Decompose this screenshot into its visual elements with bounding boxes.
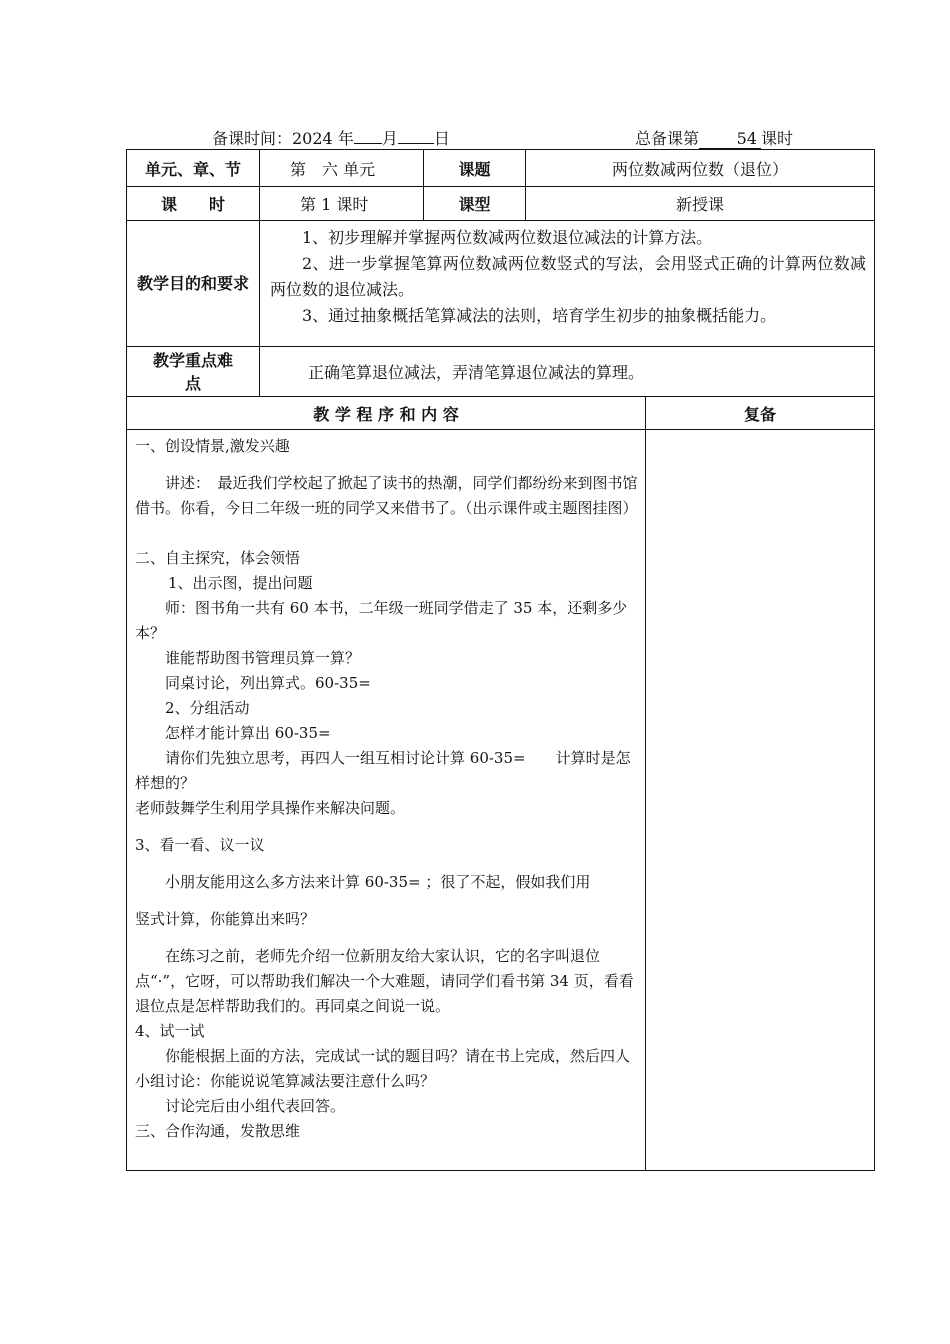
section-heading: 4、试一试 bbox=[135, 1022, 205, 1040]
review-body[interactable] bbox=[646, 430, 874, 1170]
header-line bbox=[130, 126, 875, 148]
goal-item: 2、进一步掌握笔算两位数减两位数竖式的写法，会用竖式正确的计算两位数减两位数的退位减法。 bbox=[270, 254, 866, 299]
total-num: 54 bbox=[699, 130, 761, 149]
month-label: 月 bbox=[381, 129, 398, 148]
paragraph: 讨论完后由小组代表回答。 bbox=[165, 1097, 346, 1115]
review-label: 复备 bbox=[646, 397, 874, 430]
total-suffix: 课时 bbox=[761, 129, 794, 148]
paragraph: 你能根据上面的方法，完成试一试的题目吗？请在书上完成，然后四人小组讨论：你能说说笔算减法要注意什么吗？ bbox=[135, 1047, 631, 1090]
paragraph: 小朋友能用这么多方法来计算 60-35= ；很了不起，假如我们用 bbox=[165, 873, 591, 891]
paragraph: 请你们先独立思考，再四人一组互相讨论计算 60-35= 计算时是怎样想的？ bbox=[135, 749, 631, 792]
paragraph: 同桌讨论，列出算式。60-35= bbox=[165, 674, 371, 692]
day-blank[interactable] bbox=[398, 143, 434, 144]
day-label: 日 bbox=[433, 129, 450, 148]
goals-list bbox=[260, 221, 874, 329]
paragraph: 2、分组活动 bbox=[165, 699, 250, 717]
topic-label: 课题 bbox=[424, 150, 526, 187]
total-prefix: 总备课第 bbox=[635, 129, 700, 148]
procedure-label: 教 学 程 序 和 内 容 bbox=[127, 397, 646, 430]
month-blank[interactable] bbox=[354, 143, 382, 144]
key-label: 教学重点难点 bbox=[127, 347, 260, 397]
paragraph: 师：图书角一共有 60 本书，二年级一班同学借走了 35 本，还剩多少本？ bbox=[135, 599, 628, 642]
unit-value: 第 六 单元 bbox=[260, 150, 424, 187]
section-heading: 二、自主探究，体会领悟 bbox=[135, 549, 301, 567]
procedure-body bbox=[127, 430, 646, 1170]
section-heading: 3、看一看、议一议 bbox=[135, 836, 265, 854]
section-heading: 三、合作沟通，发散思维 bbox=[135, 1122, 301, 1140]
section-heading: 一、创设情景,激发兴趣 bbox=[135, 437, 290, 455]
paragraph: 在练习之前，老师先介绍一位新朋友给大家认识，它的名字叫退位点“·”，它呀，可以帮助我们解决一个大难题，请同学们看书第 34 页，看看退位点是怎样帮助我们的。再同桌之间说一说。 bbox=[135, 947, 634, 1015]
type-label: 课型 bbox=[424, 187, 526, 221]
goal-item: 1、初步理解并掌握两位数减两位数退位减法的计算方法。 bbox=[302, 228, 713, 247]
paragraph: 怎样才能计算出 60-35= bbox=[165, 724, 331, 742]
prep-label: 备课时间：2024 年 bbox=[212, 129, 354, 148]
key-value: 正确笔算退位减法，弄清笔算退位减法的算理。 bbox=[260, 347, 874, 397]
paragraph: 谁能帮助图书管理员算一算？ bbox=[165, 649, 361, 667]
paragraph: 老师鼓舞学生利用学具操作来解决问题。 bbox=[135, 799, 406, 817]
unit-label: 单元、章、节 bbox=[127, 150, 260, 187]
paragraph: 1、出示图，提出问题 bbox=[168, 574, 313, 592]
goal-item: 3、通过抽象概括笔算减法的法则，培育学生初步的抽象概括能力。 bbox=[302, 306, 777, 325]
paragraph: 讲述： 最近我们学校起了掀起了读书的热潮，同学们都纷纷来到图书馆借书。你看，今日二年级一班的同学又来借书了。（出示课件或主题图挂图） bbox=[135, 474, 638, 517]
period-label: 课 时 bbox=[127, 187, 260, 221]
type-value: 新授课 bbox=[526, 187, 874, 221]
prep-time bbox=[212, 126, 450, 149]
procedure-text bbox=[135, 434, 640, 1144]
period-value: 第 1 课时 bbox=[260, 187, 424, 221]
goals-label: 教学目的和要求 bbox=[127, 221, 260, 347]
paragraph: 竖式计算，你能算出来吗？ bbox=[135, 910, 316, 928]
topic-value: 两位数减两位数（退位） bbox=[526, 150, 874, 187]
lesson-plan-table bbox=[126, 149, 875, 1171]
goals-cell bbox=[260, 221, 874, 347]
total-lessons bbox=[635, 126, 793, 149]
